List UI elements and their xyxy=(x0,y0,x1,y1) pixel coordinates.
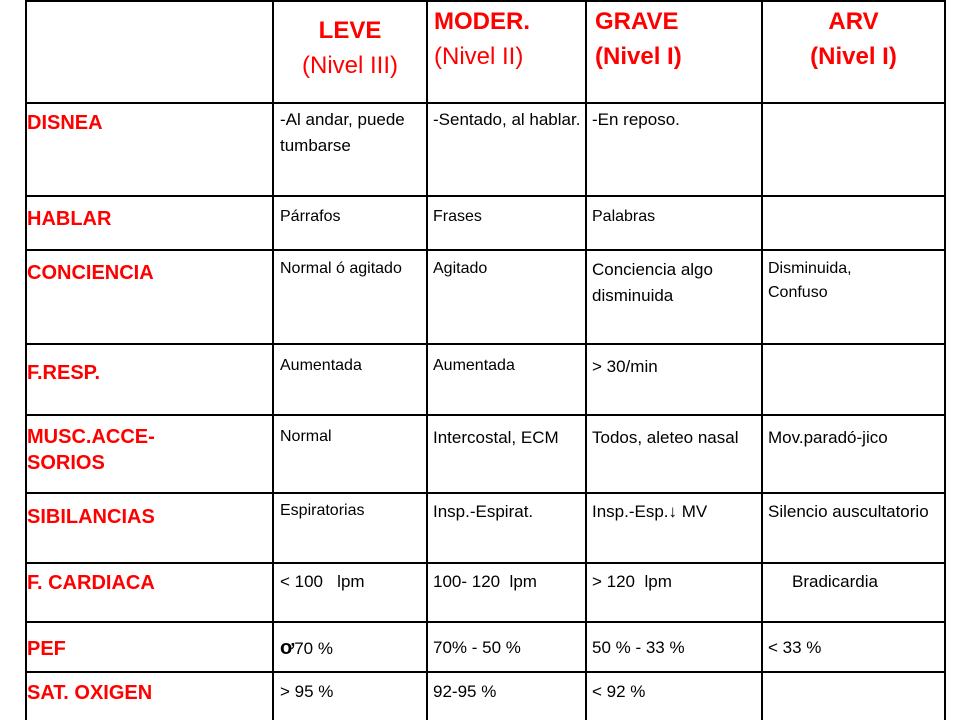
row-label-conciencia: CONCIENCIA xyxy=(27,262,154,284)
header-moderado-title: MODER. xyxy=(434,8,530,35)
cell-fresp-leve: Aumentada xyxy=(280,357,362,374)
cell-hablar-grave: Palabras xyxy=(592,208,656,225)
cell-conciencia-arv: Disminuida, Confuso xyxy=(768,260,852,301)
row-divider xyxy=(26,671,946,673)
row-label-fcardiaca: F. CARDIACA xyxy=(27,572,155,594)
cell-sibilancias-arv: Silencio auscultatorio xyxy=(768,502,929,521)
header-moderado-level: (Nivel II) xyxy=(434,42,524,70)
column-divider xyxy=(944,0,946,720)
cell-pef-leve xyxy=(280,633,425,663)
column-divider xyxy=(426,0,428,720)
cell-musc-moderado: Intercostal, ECM xyxy=(433,428,559,447)
row-label-disnea: DISNEA xyxy=(27,112,103,134)
header-grave-title: GRAVE xyxy=(595,8,679,35)
header-grave xyxy=(587,5,761,75)
header-grave-level: (Nivel I) xyxy=(595,42,682,70)
row-label-pef: PEF xyxy=(27,638,66,660)
cell-musc-grave: Todos, aleteo nasal xyxy=(592,428,739,447)
cell-fcardiaca-moderado: 100- 120 lpm xyxy=(433,572,537,591)
cell-sibilancias-grave: Insp.-Esp.↓ MV xyxy=(592,502,708,521)
row-divider xyxy=(26,414,946,416)
row-label-fresp: F.RESP. xyxy=(27,362,100,384)
row-label-sibilancias: SIBILANCIAS xyxy=(27,506,155,528)
row-divider xyxy=(26,343,946,345)
cell-sibilancias-moderado: Insp.-Espirat. xyxy=(433,502,534,521)
row-label-musc-accesorios: MUSC.ACCE-SORIOS xyxy=(27,426,155,474)
cell-hablar-moderado: Frases xyxy=(433,208,482,225)
cell-disnea-moderado: -Sentado, al hablar. xyxy=(433,110,581,129)
cell-pef-arv: < 33 % xyxy=(768,638,822,657)
row-divider xyxy=(26,562,946,564)
column-divider xyxy=(585,0,587,720)
cell-sat-leve: > 95 % xyxy=(280,682,334,701)
header-leve-level: (Nivel III) xyxy=(302,51,398,79)
cell-fcardiaca-arv: Bradicardia xyxy=(792,572,878,591)
cell-sat-grave: < 92 % xyxy=(592,682,646,701)
row-divider xyxy=(26,195,946,197)
row-divider xyxy=(26,621,946,623)
cell-musc-leve: Normal xyxy=(280,428,332,445)
row-divider xyxy=(26,492,946,494)
cell-fresp-moderado: Aumentada xyxy=(433,357,515,374)
cell-musc-arv: Mov.paradó-jico xyxy=(768,428,888,447)
header-leve xyxy=(274,14,426,84)
header-arv-title: ARV xyxy=(828,8,879,35)
cell-conciencia-moderado: Agitado xyxy=(433,260,488,277)
cell-hablar-leve: Párrafos xyxy=(280,208,341,225)
cell-sibilancias-leve: Espiratorias xyxy=(280,502,365,519)
row-label-sat-oxigen: SAT. OXIGEN xyxy=(27,682,153,704)
row-divider xyxy=(26,102,946,104)
cell-disnea-leve: -Al andar, puede tumbarse xyxy=(280,110,405,155)
cell-fcardiaca-grave: > 120 lpm xyxy=(592,572,672,591)
row-divider xyxy=(26,0,946,2)
header-arv-level: (Nivel I) xyxy=(810,42,897,70)
row-divider xyxy=(26,249,946,251)
cell-pef-grave: 50 % - 33 % xyxy=(592,638,685,657)
cell-sat-moderado: 92-95 % xyxy=(433,682,497,701)
cell-conciencia-grave: Conciencia algo disminuida xyxy=(592,260,713,305)
cell-fcardiaca-leve: < 100 lpm xyxy=(280,572,365,591)
header-arv xyxy=(763,5,944,75)
column-divider xyxy=(761,0,763,720)
cell-pef-moderado: 70% - 50 % xyxy=(433,638,521,657)
cell-pef-leve-value: 70 % xyxy=(294,639,333,658)
column-divider xyxy=(272,0,274,720)
cell-disnea-grave: -En reposo. xyxy=(592,110,680,129)
cell-conciencia-leve: Normal ó agitado xyxy=(280,260,402,277)
header-leve-title: LEVE xyxy=(318,17,382,44)
pef-symbol-icon: ơ xyxy=(280,637,295,659)
cell-fresp-grave: > 30/min xyxy=(592,357,658,376)
row-label-hablar: HABLAR xyxy=(27,208,112,230)
header-moderado xyxy=(428,5,585,75)
